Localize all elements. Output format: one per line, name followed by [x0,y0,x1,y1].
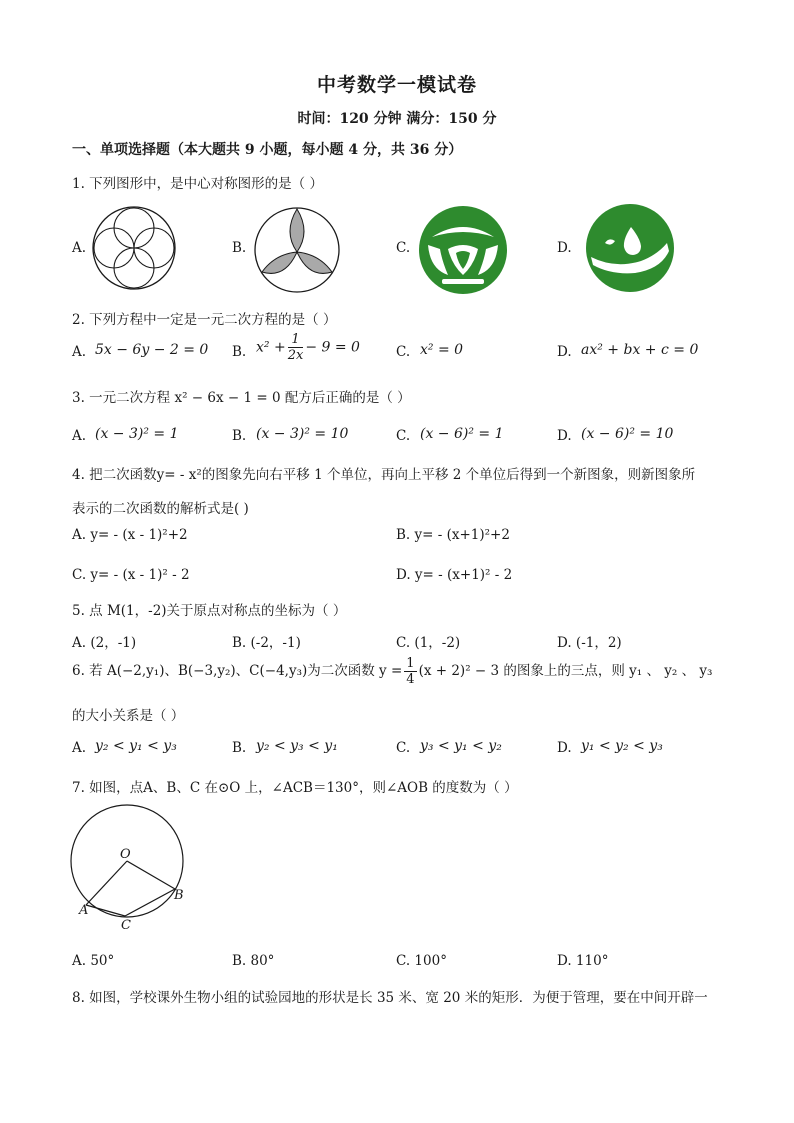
q3-option-a-equation: (x − 3)² = 1 [95,426,179,442]
q6-option-b-relation: y₂ < y₃ < y₁ [256,738,338,754]
q2-b-fraction-numerator: 1 [288,333,304,348]
q4-option-b: B. y= - (x+1)²+2 [396,527,510,543]
q1-option-c-label: C. [396,240,411,256]
question-8-stem: 8. 如图，学校课外生物小组的试验园地的形状是长 35 米、宽 20 米的矩形．为便于管理，要在中间开辟一 [72,990,708,1006]
q3-option-c-equation: (x − 6)² = 1 [420,426,504,442]
q2-b-fraction [288,333,304,362]
q5-option-a: A. (2，-1) [72,635,137,651]
q6-option-c-relation: y₃ < y₁ < y₂ [420,738,502,754]
q2-option-b-equation [256,333,360,362]
question-1-stem: 1. 下列图形中，是中心对称图形的是（ ） [72,176,323,192]
q6-fraction-numerator: 1 [406,656,415,671]
q2-option-b-label: B. [232,344,247,360]
q2-b-prefix: x² + [256,339,286,356]
q2-option-d-label: D. [557,344,572,360]
q7-option-c: C. 100° [396,953,447,969]
q1-option-d-label: D. [557,240,572,256]
q1-figure-d-green-droplet-icon [585,203,675,293]
q6-stem-prefix: 6. 若 A(−2,y₁)、B(−3,y₂)、C(−4,y₃)为二次函数 y = [72,663,403,679]
q7-label-o: O [120,847,131,862]
q5-option-d: D. (-1，2) [557,635,622,651]
question-6-stem-line2: 的大小关系是（ ） [72,708,185,724]
q6-option-c-label: C. [396,740,411,756]
q7-label-b: B [174,888,184,903]
q3-option-b-equation: (x − 3)² = 10 [256,426,349,442]
q3-option-d-label: D. [557,428,572,444]
question-7-stem: 7. 如图，点A、B、C 在⊙O 上，∠ACB＝130°，则∠AOB 的度数为（ ） [72,780,518,796]
q3-option-a-label: A. [72,428,87,444]
q7-label-c: C [121,918,131,933]
question-4-stem-line2: 表示的二次函数的解析式是( ) [72,501,249,517]
q7-label-a: A [79,903,89,918]
q2-option-c-label: C. [396,344,411,360]
q7-option-b: B. 80° [232,953,275,969]
q1-figure-a-flower-icon [91,205,177,291]
q6-option-a-label: A. [72,740,87,756]
section-heading: 一、单项选择题（本大题共 9 小题，每小题 4 分，共 36 分） [72,142,463,158]
q3-option-d-equation: (x − 6)² = 10 [581,426,674,442]
q3-option-b-label: B. [232,428,247,444]
q1-figure-b-three-petal-icon [253,206,341,294]
q6-option-d-label: D. [557,740,572,756]
q2-b-suffix: − 9 = 0 [305,339,360,356]
q6-stem-suffix: (x + 2)² − 3 的图象上的三点，则 y₁ 、 y₂ 、 y₃ [418,663,713,679]
q2-option-d-equation: ax² + bx + c = 0 [581,342,699,358]
question-4-stem-line1: 4. 把二次函数y= - x²的图象先向右平移 1 个单位，再向上平移 2 个单位后得到一个新图象，则新图象所 [72,467,696,483]
q3-option-c-label: C. [396,428,411,444]
q1-option-a-label: A. [72,240,87,256]
question-5-stem: 5. 点 M(1，-2)关于原点对称点的坐标为（ ） [72,603,347,619]
q4-option-a: A. y= - (x - 1)²+2 [72,527,188,543]
q1-option-b-label: B. [232,240,247,256]
q6-fraction-denominator: 4 [406,672,415,687]
q6-option-d-relation: y₁ < y₂ < y₃ [581,738,663,754]
q7-option-d: D. 110° [557,953,609,969]
question-3-stem: 3. 一元二次方程 x² − 6x − 1 = 0 配方后正确的是（ ） [72,390,411,406]
q2-option-c-equation: x² = 0 [420,342,464,358]
question-2-stem: 2. 下列方程中一定是一元二次方程的是（ ） [72,312,337,328]
q1-figure-c-green-logo-icon [418,205,508,295]
q6-fraction [404,657,416,686]
q7-option-a: A. 50° [72,953,115,969]
q5-option-b: B. (-2，-1) [232,635,301,651]
q5-option-c: C. (1，-2) [396,635,461,651]
q2-b-fraction-denominator: 2x [287,348,304,363]
q6-option-b-label: B. [232,740,247,756]
page-title: 中考数学一模试卷 [316,74,477,96]
q4-option-d: D. y= - (x+1)² - 2 [396,567,513,583]
exam-info: 时间：120 分钟 满分：150 分 [297,111,497,127]
q2-option-a-label: A. [72,344,87,360]
q6-option-a-relation: y₂ < y₁ < y₃ [95,738,177,754]
q4-option-c: C. y= - (x - 1)² - 2 [72,567,190,583]
question-6-stem-line1 [72,657,712,686]
q2-option-a-equation: 5x − 6y − 2 = 0 [95,342,209,358]
